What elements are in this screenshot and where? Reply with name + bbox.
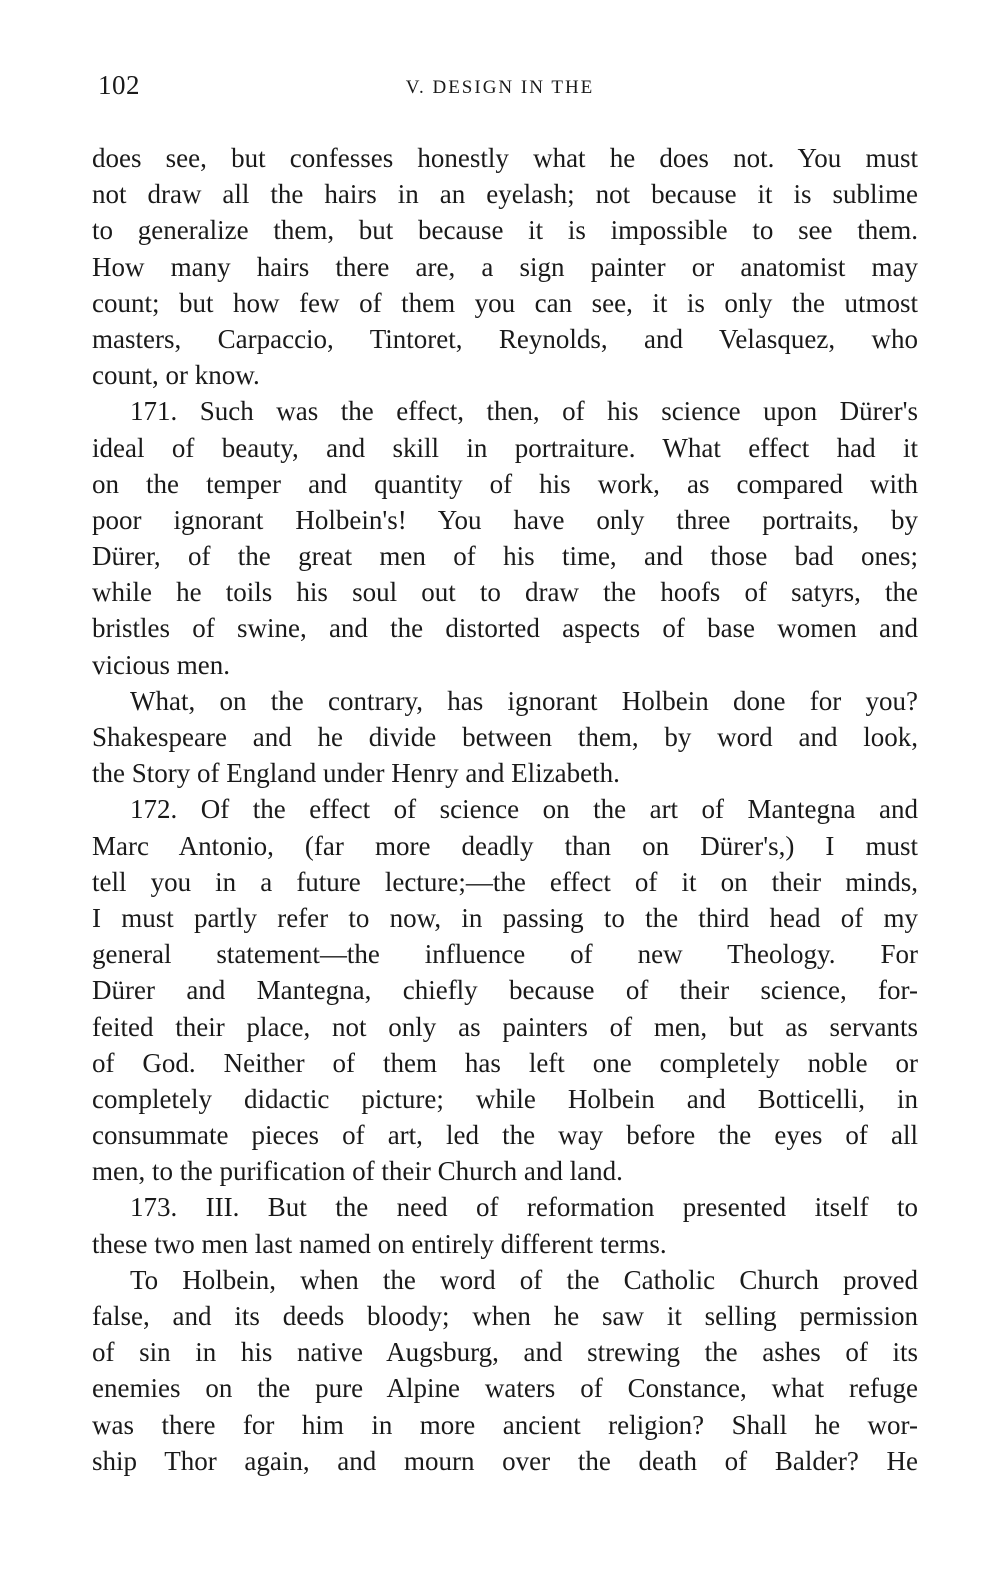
text-line: I must partly refer to now, in passing to the third head of my xyxy=(92,902,918,933)
text-line: false, and its deeds bloody; when he saw it selling permission xyxy=(92,1301,918,1331)
text-line: 173. III. But the need of reformation presented itself to xyxy=(130,1192,918,1223)
text-line: Marc Antonio, (far more deadly than on Dürer's,) I must xyxy=(92,830,918,861)
text-line: of God. Neither of them has left one completely noble or xyxy=(92,1047,918,1078)
text-line: count, or know. xyxy=(92,360,260,391)
text-line: ship Thor again, and mourn over the death of Balder? He xyxy=(92,1445,918,1476)
text-line: ideal of beauty, and skill in portraiture. What effect had it xyxy=(92,432,918,463)
text-line: while he toils his soul out to draw the hoofs of satyrs, the xyxy=(92,577,918,608)
paragraph xyxy=(92,791,918,1189)
text-line: to generalize them, but because it is impossible to see them. xyxy=(92,215,918,246)
text-line: completely didactic picture; while Holbein and Botticelli, in xyxy=(92,1083,918,1114)
text-line: 171. Such was the effect, then, of his science upon Dürer's xyxy=(130,396,918,427)
text-line: Dürer, of the great men of his time, and those bad ones; xyxy=(92,541,918,572)
text-line: consummate pieces of art, led the way before the eyes of all xyxy=(92,1120,918,1151)
text-line: these two men last named on entirely different terms. xyxy=(92,1228,667,1259)
text-line: does see, but confesses honestly what he does not. You must xyxy=(92,143,918,173)
text-line: vicious men. xyxy=(92,649,230,680)
text-line: How many hairs there are, a sign painter or anatomist may xyxy=(92,251,918,282)
paragraph xyxy=(92,1189,918,1261)
text-line: count; but how few of them you can see, it is only the utmost xyxy=(92,287,918,318)
text-line: To Holbein, when the word of the Catholic Church proved xyxy=(130,1264,918,1295)
text-line: was there for him in more ancient religion? Shall he wor- xyxy=(92,1409,918,1440)
text-line: masters, Carpaccio, Tintoret, Reynolds, and Velasquez, who xyxy=(92,323,918,354)
running-head: V. DESIGN IN THE xyxy=(405,77,595,98)
paragraph xyxy=(92,140,918,393)
text-line: general statement—the influence of new Theology. For xyxy=(92,939,918,970)
page-number: 102 xyxy=(98,70,140,100)
text-line: not draw all the hairs in an eyelash; not because it is sublime xyxy=(92,179,918,210)
text-line: 172. Of the effect of science on the art of Mantegna and xyxy=(130,794,918,825)
paragraph xyxy=(92,1262,918,1479)
paragraph xyxy=(92,683,918,792)
text-line: feited their place, not only as painters of men, but as servants xyxy=(92,1011,918,1042)
text-line: the Story of England under Henry and Elizabeth. xyxy=(92,758,620,789)
body-text xyxy=(92,140,918,1479)
text-line: of sin in his native Augsburg, and strewing the ashes of its xyxy=(92,1337,918,1368)
text-line: What, on the contrary, has ignorant Holbein done for you? xyxy=(130,685,918,716)
text-line: men, to the purification of their Church and land. xyxy=(92,1156,623,1187)
text-line: tell you in a future lecture;—the effect of it on their minds, xyxy=(92,866,918,897)
paragraph xyxy=(92,393,918,683)
text-line: poor ignorant Holbein's! You have only three portraits, by xyxy=(92,504,918,535)
text-line: enemies on the pure Alpine waters of Constance, what refuge xyxy=(92,1373,918,1404)
text-line: on the temper and quantity of his work, as compared with xyxy=(92,468,918,499)
text-line: bristles of swine, and the distorted aspects of base women and xyxy=(92,613,918,644)
text-line: Dürer and Mantegna, chiefly because of their science, for- xyxy=(92,975,918,1006)
text-line: Shakespeare and he divide between them, by word and look, xyxy=(92,722,918,752)
